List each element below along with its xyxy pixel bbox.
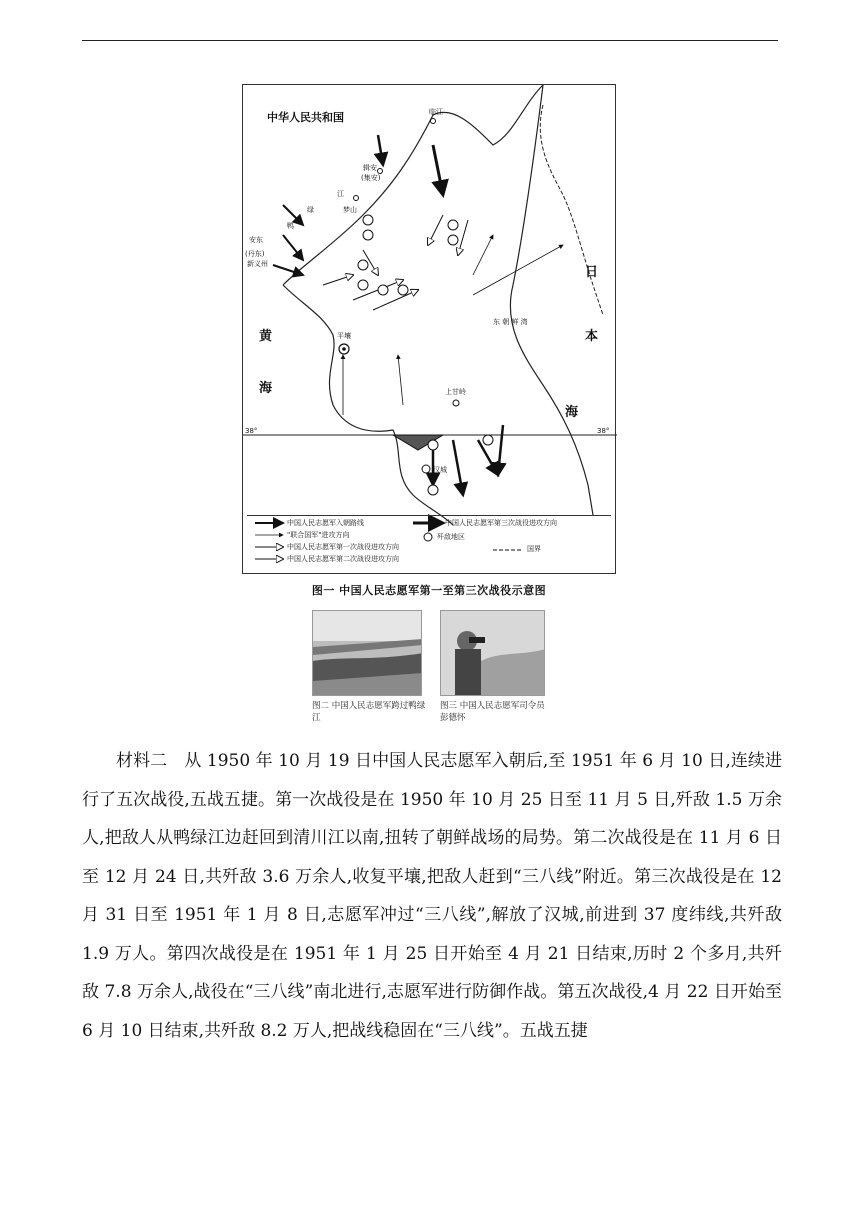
xinyizhou-label: 新义州 (247, 260, 268, 268)
mengshan-label: 梦山 (343, 206, 357, 214)
campaign-arrow (323, 275, 353, 285)
entry-arrow (283, 235, 303, 260)
peng-dehuai-image (441, 611, 545, 696)
east-korea-bay-label: 东 朝 鲜 湾 (493, 318, 528, 326)
campaign-arrow (458, 220, 468, 255)
third-campaign-arrow (498, 425, 503, 475)
crossing-yalu-photo (312, 610, 422, 696)
east-coast (510, 85, 593, 515)
parallel-38-label-left: 38° (245, 427, 258, 435)
linjiang-label: 临江 (429, 108, 443, 116)
sea-of-japan-label-1: 日 (585, 265, 599, 280)
lu-label: 绿 (307, 206, 314, 214)
entry-arrow (433, 145, 443, 195)
ya-label: 鸭 (287, 222, 294, 230)
shangganling-marker (453, 400, 459, 406)
entry-arrow (378, 135, 383, 165)
legend-border: 国界 (527, 545, 541, 553)
china-border (540, 105, 603, 315)
figure1-caption: 图一 中国人民志愿军第一至第三次战役示意图 (311, 584, 547, 597)
legend-annihilation: 歼敌地区 (437, 533, 465, 541)
pyongyang-label: 平壤 (337, 332, 351, 340)
annihilation-marker (483, 435, 493, 445)
peng-dehuai-photo (440, 610, 545, 696)
un-arrow (398, 355, 403, 405)
annihilation-marker (428, 440, 438, 450)
legend-third-campaign: 中国人民志愿军第三次战役进攻方向 (445, 519, 557, 527)
hancheng-marker (422, 465, 430, 473)
sea-of-japan-label-2: 本 (585, 329, 599, 344)
jian-alt-label: (集安) (361, 174, 381, 182)
yellow-sea-label-2: 海 (259, 381, 273, 396)
annihilation-marker (398, 285, 408, 295)
jian-label: 辑安 (363, 164, 377, 172)
un-arrow (473, 245, 563, 295)
annihilation-marker (363, 215, 373, 225)
annihilation-marker (358, 280, 368, 290)
annihilation-marker (448, 220, 458, 230)
crossing-yalu-image (313, 611, 422, 696)
annihilation-marker (363, 230, 373, 240)
dandong-label: (丹东) (245, 250, 265, 258)
entry-arrow (273, 265, 303, 275)
jiang-label: 江 (337, 190, 344, 198)
header-rule (82, 40, 778, 41)
annihilation-marker (378, 285, 388, 295)
sea-of-japan-label-3: 海 (565, 405, 579, 420)
figure2-caption: 图二 中国人民志愿军跨过鸭绿江 (312, 701, 426, 723)
annihilation-marker (428, 485, 438, 495)
parallel-38-label-right: 38° (597, 427, 610, 435)
campaign-map (243, 85, 617, 575)
legend-un-attack: "联合国军"进攻方向 (287, 531, 350, 539)
campaign-map-figure (242, 84, 616, 574)
annihilation-markers (358, 215, 493, 495)
campaign-arrow (428, 215, 443, 245)
map-legend (247, 515, 611, 570)
legend-first-campaign: 中国人民志愿军第一次战役进攻方向 (287, 543, 399, 551)
annihilation-marker (358, 260, 368, 270)
country-label: 中华人民共和国 (267, 111, 344, 124)
material-two-paragraph: 材料二 从 1950 年 10 月 19 日中国人民志愿军入朝后,至 1951 年 6 月 10 日,连续进行了五次战役,五战五捷。第一次战役是在 1950 年 10 月 25 日至 11 月 5 日,歼敌 1.5 万余人,把敌人从鸭绿江边赶回到清川江以南,扭转了朝鲜战场的局势。第二次战役是在 11 月 6 日至 12 月 24 日,共歼敌 3.6 万余人,收复平壤,把敌人赶到“三八线”附近。第三次战役是在 12 月 31 日至 1951 年 1 月 8 日,志愿军冲过“三八线”,解放了汉城,前进到 37 度纬线,共歼敌 1.9 万人。第四次战役是在 1951 年 1 月 25 日开始至 4 月 21 日结束,历时 2 个多月,共歼敌 7.8 万余人,战役在“三八线”南北进行,志愿军进行防御作战。第五次战役,4 月 22 日开始至 6 月 10 日结束,共歼敌 8.2 万人,把战线稳固在“三八线”。五战五捷 (82, 751, 782, 1041)
third-campaign-arrow (453, 440, 463, 495)
mengshan-marker (354, 196, 359, 201)
un-arrow (473, 235, 493, 275)
west-coast (283, 285, 453, 525)
yellow-sea-label-1: 黄 (259, 329, 273, 344)
figure3-caption: 图三 中国人民志愿军司令员彭德怀 (440, 701, 545, 723)
linjiang-marker (431, 119, 436, 124)
annihilation-marker (448, 235, 458, 245)
map-frame (242, 84, 616, 574)
hancheng-label: 汉城 (433, 466, 447, 474)
shangganling-label: 上甘岭 (445, 388, 466, 396)
legend-second-campaign: 中国人民志愿军第二次战役进攻方向 (287, 555, 399, 563)
andong-label: 安东 (249, 236, 263, 244)
legend-entry-route: 中国人民志愿军入朝路线 (287, 519, 364, 527)
